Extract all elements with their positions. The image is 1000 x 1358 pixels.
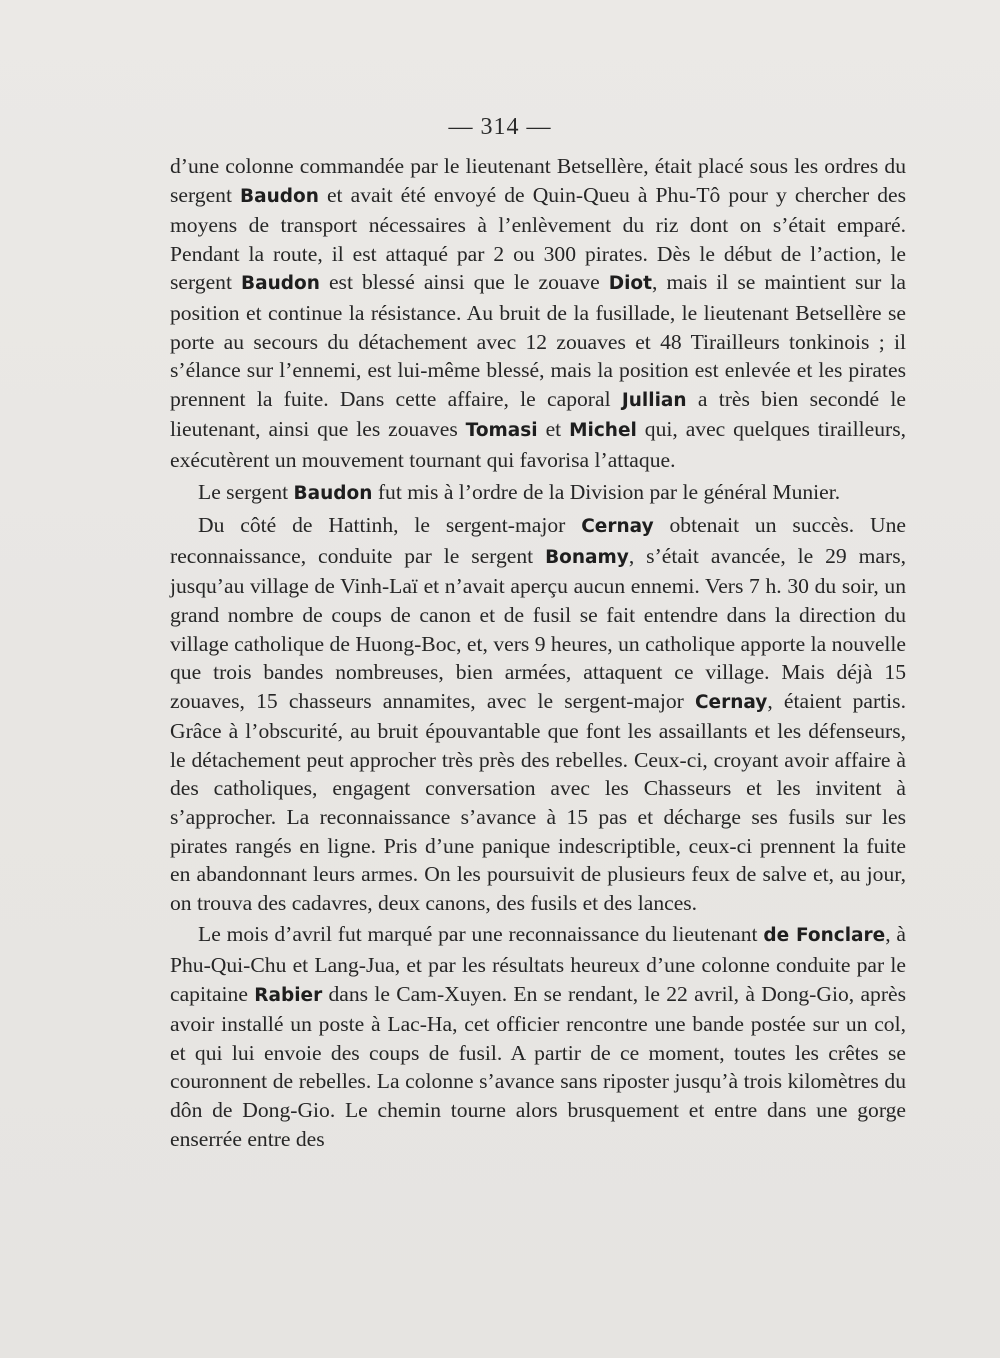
person-name: Bonamy (545, 546, 629, 568)
text-run: est blessé ainsi que le zouave (319, 270, 609, 295)
person-name: Diot (608, 273, 652, 295)
text-run: a très bien secondé le lieutenant, ainsi que les zouaves (170, 386, 906, 442)
paragraph (170, 511, 906, 917)
text-run: , étaient partis. Grâce à l’obscurité, au bruit épouvantable que font les assaillants et les défenseurs, le détachement peut approcher très près des rebelles. Ceux-ci, croyant avoir affaire à des catholiques, engagent conversation avec les Chasseurs et les invitent à s’approcher. La reconnaissance s’avance à 15 pas et décharge ses fusils sur les pirates rangés en ligne. Pris d’une panique indescriptible, ceux-ci prennent la fuite en abandonnant leurs armes. On les poursuivit de plusieurs feux de salve et, au jour, on trouva des cadavres, deux canons, des fusils et des lances. (170, 688, 906, 915)
person-name: Tomasi (465, 420, 538, 442)
text-run: Du côté de Hattinh, le sergent-major (198, 513, 582, 538)
person-name: Baudon (241, 273, 320, 295)
text-run: , à Phu-Qui-Chu et Lang-Jua, et par les résultats heureux d’une colonne conduite par le capitaine (170, 922, 906, 1006)
person-name: Cernay (581, 516, 654, 538)
text-run: et (537, 417, 570, 442)
person-name: Cernay (694, 691, 768, 713)
person-name: de Fonclare (763, 925, 886, 947)
text-run: , s’était avancée, le 29 mars, jusqu’au village de Vinh-Laï et n’avait aperçu aucun ennemi. Vers 7 h. 30 du soir, un grand nombre de coups de canon et de fusil se fait entendre dans la direction du village catholique de Huong-Boc, et, vers 9 heures, un catholique apporte la nouvelle que trois bandes nombreuses, bien armées, attaquent ce village. Mais déjà 15 zouaves, 15 chasseurs annamites, avec le sergent-major (170, 543, 906, 713)
text-run: obtenait un succès. Une reconnaissance, conduite par le sergent (170, 513, 906, 568)
text-run: Le mois d’avril fut marqué par une reconnaissance du lieutenant (198, 922, 764, 947)
person-name: Rabier (254, 984, 323, 1006)
text-run: , mais il se maintient sur la position et continue la résistance. Au bruit de la fusillade, le lieutenant Betsellère se porte au secours du détachement avec 12 zouaves et 48 Tirailleurs tonkinois ; il s’élance sur l’ennemi, est lui-même blessé, mais la position est enlevée et les pirates prennent la fuite. Dans cette affaire, le caporal (170, 270, 907, 411)
person-name: Baudon (240, 185, 319, 207)
text-run: Le sergent (198, 479, 294, 504)
paragraph (170, 152, 906, 475)
paragraph (170, 478, 906, 509)
person-name: Baudon (293, 482, 373, 504)
text-run: et avait été envoyé de Quin-Queu à Phu-Tô pour y chercher des moyens de transport nécessaires à l’enlèvement du riz dont on s’était emparé. Pendant la route, il est attaqué par 2 ou 300 pirates. Dès le début de l’action, le sergent (170, 182, 906, 295)
person-name: Michel (569, 420, 637, 442)
text-run: dans le Cam-Xuyen. En se rendant, le 22 avril, à Dong-Gio, après avoir installé un poste à Lac-Ha, cet officier rencontre une bande postée sur un col, et qui lui envoie des coups de fusil. A partir de ce moment, toutes les crêtes se couronnent de rebelles. La colonne s’avance sans riposter jusqu’à trois kilomètres du dôn de Dong-Gio. Le chemin tourne alors brusquement et entre dans une gorge enserrée entre des (170, 981, 906, 1151)
paragraph (170, 920, 906, 1153)
text-run: fut mis à l’ordre de la Division par le général Munier. (372, 479, 841, 504)
person-name: Jullian (621, 389, 687, 411)
page-number: — 314 — (448, 114, 552, 140)
body-text (170, 152, 906, 1153)
text-run: qui, avec quelques tirailleurs, exécutèrent un mouvement tournant qui favorisa l’attaque. (170, 417, 907, 472)
text-run: d’une colonne commandée par le lieutenant Betsellère, était placé sous les ordres du sergent (170, 154, 906, 207)
